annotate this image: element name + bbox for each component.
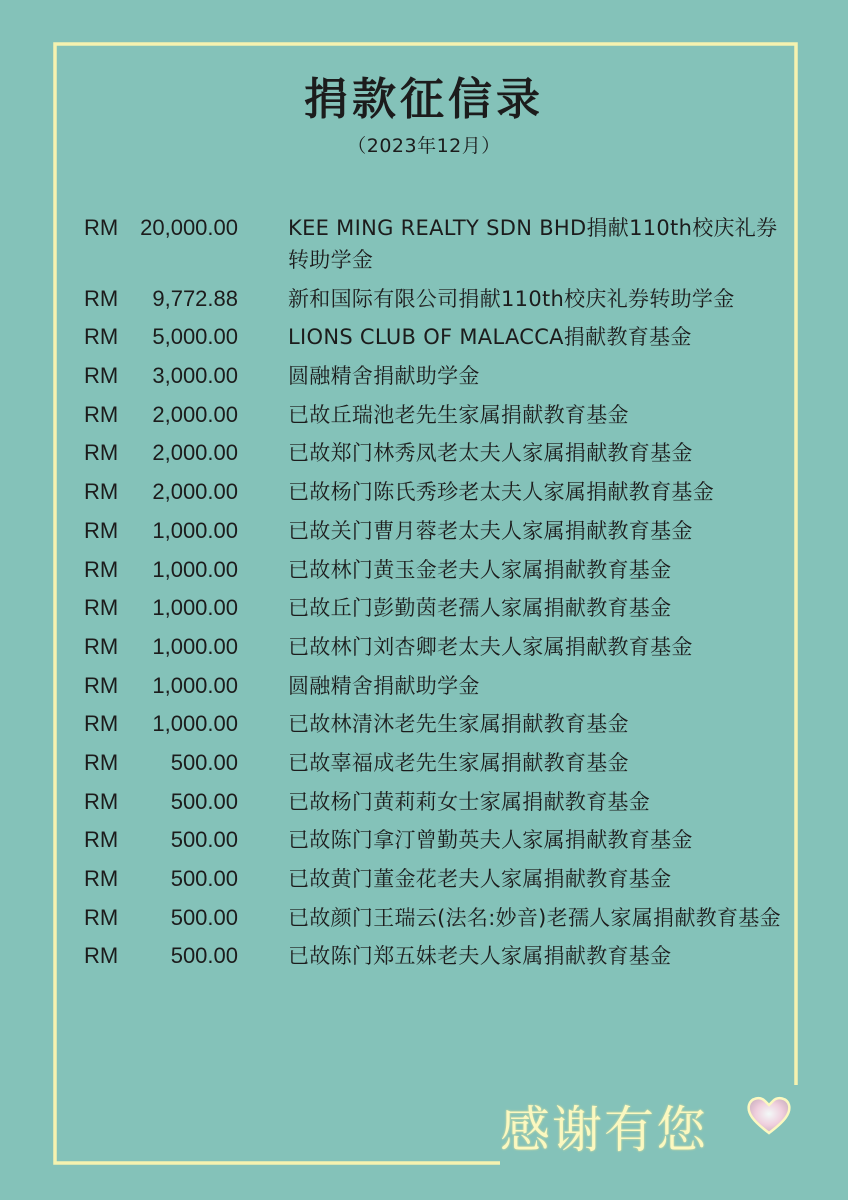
donor-description: 已故郑门林秀凤老太夫人家属捐献教育基金 — [288, 441, 693, 466]
currency-label: RM — [84, 943, 119, 969]
amount-value: 2,000.00 — [152, 479, 238, 505]
amount-value: 1,000.00 — [152, 517, 238, 543]
donation-amount — [84, 476, 288, 508]
donor-description: 已故杨门黄莉莉女士家属捐献教育基金 — [288, 789, 651, 814]
donation-list — [84, 212, 804, 979]
amount-value: 500.00 — [170, 788, 238, 814]
donor-description: 已故陈门郑五妹老夫人家属捐献教育基金 — [288, 944, 672, 969]
currency-label: RM — [84, 215, 119, 240]
amount-value: 500.00 — [170, 827, 238, 853]
donor-description: 圆融精舍捐献助学金 — [288, 364, 480, 389]
donor-description: 已故林门黄玉金老夫人家属捐献教育基金 — [288, 557, 672, 582]
donor-description: 已故丘门彭勤茵老孺人家属捐献教育基金 — [288, 596, 672, 621]
amount-value: 500.00 — [170, 749, 238, 775]
donation-row — [84, 708, 804, 740]
page-title: 捐款征信录 — [304, 74, 544, 125]
donation-row — [84, 670, 804, 702]
donation-amount — [84, 824, 288, 856]
donation-amount — [84, 554, 288, 586]
donation-row — [84, 902, 804, 934]
donation-amount — [84, 212, 288, 276]
donation-row — [84, 212, 804, 276]
amount-value: 2,000.00 — [152, 401, 238, 427]
donor-description: KEE MING REALTY SDN BHD捐献110th校庆礼券转助学金 — [288, 216, 778, 272]
donor-description: 已故杨门陈氏秀珍老太夫人家属捐献教育基金 — [288, 480, 714, 505]
currency-label: RM — [84, 633, 119, 659]
donor-description: 已故陈门拿汀曾勤英夫人家属捐献教育基金 — [288, 828, 693, 853]
donation-row — [84, 321, 804, 353]
donation-row — [84, 747, 804, 779]
amount-value: 500.00 — [170, 866, 238, 891]
donation-amount — [84, 631, 288, 663]
donation-amount — [84, 863, 288, 895]
amount-value: 1,000.00 — [152, 672, 238, 698]
donation-row — [84, 786, 804, 818]
currency-label: RM — [84, 788, 119, 814]
donation-amount — [84, 360, 288, 392]
donation-amount — [84, 747, 288, 779]
donation-amount — [84, 321, 288, 353]
thank-you-text: 感谢有您 — [500, 1101, 708, 1159]
amount-value: 1,000.00 — [152, 556, 238, 582]
donation-row — [84, 360, 804, 392]
donation-amount — [84, 592, 288, 624]
donation-amount — [84, 708, 288, 740]
donation-row — [84, 592, 804, 624]
currency-label: RM — [84, 324, 119, 350]
amount-value: 3,000.00 — [152, 363, 238, 389]
currency-label: RM — [84, 749, 119, 775]
amount-value: 1,000.00 — [152, 595, 238, 621]
donor-description: 已故丘瑞池老先生家属捐献教育基金 — [288, 402, 629, 427]
currency-label: RM — [84, 285, 119, 311]
donor-description: 已故黄门董金花老夫人家属捐献教育基金 — [288, 867, 672, 891]
donation-row — [84, 399, 804, 431]
amount-value: 500.00 — [170, 904, 238, 930]
donor-description: 已故关门曹月蓉老太夫人家属捐献教育基金 — [288, 518, 693, 543]
amount-value: 1,000.00 — [152, 633, 238, 659]
donation-amount — [84, 283, 288, 315]
amount-value: 5,000.00 — [152, 324, 238, 350]
currency-label: RM — [84, 595, 119, 621]
currency-label: RM — [84, 711, 119, 737]
donation-row — [84, 554, 804, 586]
donation-amount — [84, 940, 288, 972]
heart-icon — [745, 1093, 793, 1137]
amount-value: 500.00 — [170, 943, 238, 969]
amount-value: 20,000.00 — [140, 215, 238, 240]
currency-label: RM — [84, 556, 119, 582]
donor-description: 已故林门刘杏卿老太夫人家属捐献教育基金 — [288, 634, 693, 659]
donor-description: LIONS CLUB OF MALACCA捐献教育基金 — [288, 325, 692, 350]
donation-row — [84, 631, 804, 663]
page-subtitle: （2023年12月） — [347, 135, 501, 157]
donor-description: 已故颜门王瑞云(法名:妙音)老孺人家属捐献教育基金 — [288, 905, 781, 930]
donation-row — [84, 283, 804, 315]
donation-row — [84, 863, 804, 895]
currency-label: RM — [84, 401, 119, 427]
amount-value: 9,772.88 — [152, 285, 238, 311]
donation-amount — [84, 670, 288, 702]
donation-row — [84, 476, 804, 508]
donation-amount — [84, 437, 288, 469]
amount-value: 1,000.00 — [152, 711, 238, 737]
currency-label: RM — [84, 440, 119, 466]
donation-row — [84, 437, 804, 469]
amount-value: 2,000.00 — [152, 440, 238, 466]
donation-amount — [84, 786, 288, 818]
currency-label: RM — [84, 672, 119, 698]
donation-row — [84, 940, 804, 972]
donation-amount — [84, 399, 288, 431]
currency-label: RM — [84, 517, 119, 543]
donation-amount — [84, 515, 288, 547]
currency-label: RM — [84, 827, 119, 853]
currency-label: RM — [84, 866, 119, 891]
donor-description: 已故林清沐老先生家属捐献教育基金 — [288, 712, 629, 737]
donation-amount — [84, 902, 288, 934]
currency-label: RM — [84, 479, 119, 505]
donation-row — [84, 515, 804, 547]
currency-label: RM — [84, 363, 119, 389]
donor-description: 已故辜福成老先生家属捐献教育基金 — [288, 750, 629, 775]
donor-description: 圆融精舍捐献助学金 — [288, 673, 480, 698]
donation-row — [84, 824, 804, 856]
donor-description: 新和国际有限公司捐献110th校庆礼券转助学金 — [288, 286, 735, 311]
currency-label: RM — [84, 904, 119, 930]
